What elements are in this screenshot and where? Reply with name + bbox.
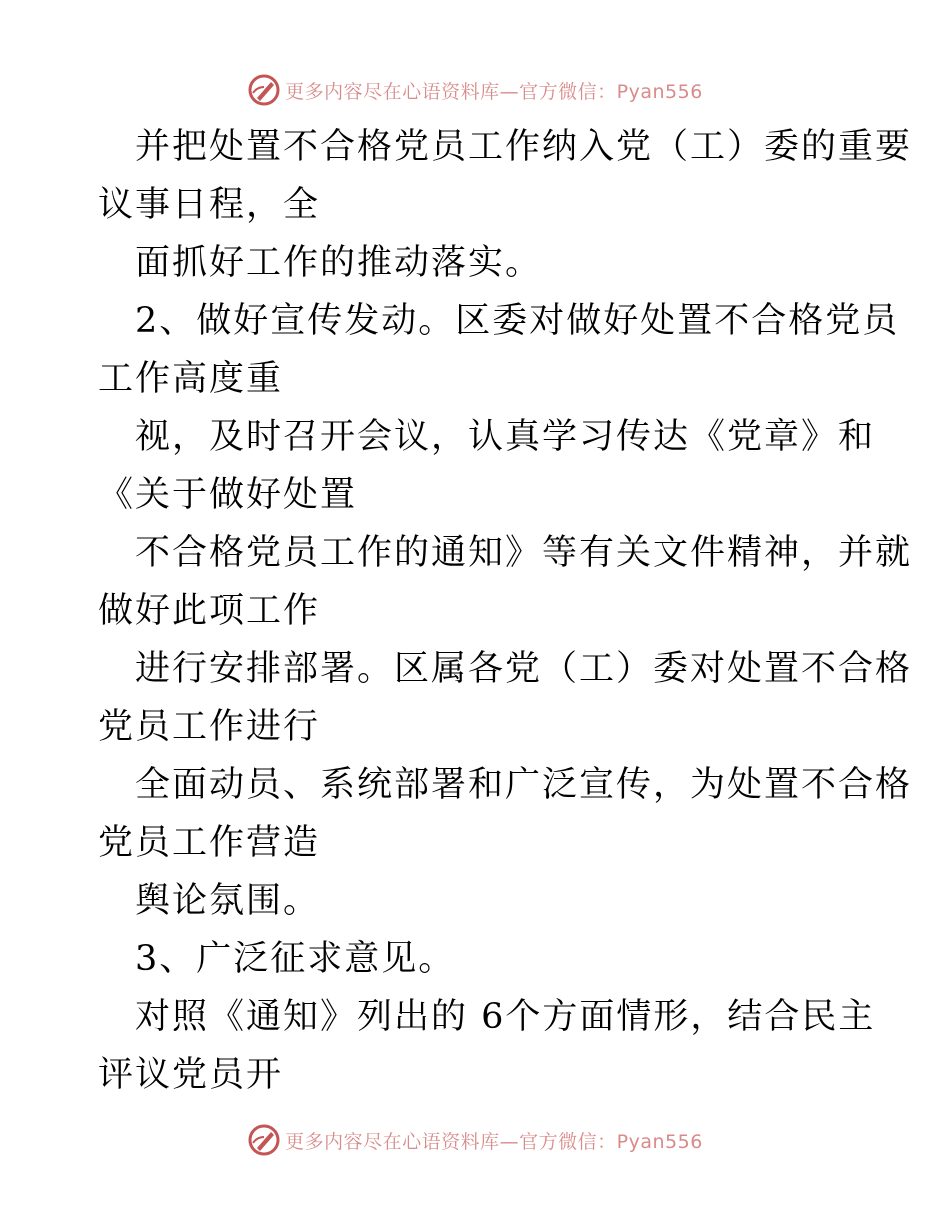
text-line: 做好此项工作: [98, 591, 321, 631]
document-body: [98, 118, 913, 1104]
text-line: 议事日程，全: [98, 185, 321, 225]
text-line: 评议党员开: [98, 1055, 284, 1095]
pen-logo-icon: [247, 73, 281, 107]
text-line: 3、广泛征求意见。: [135, 939, 456, 979]
text-line: 全面动员、系统部署和广泛宣传，为处置不合格: [135, 765, 913, 805]
text-line: 进行安排部署。区属各党（工）委对处置不合格: [135, 649, 913, 689]
text-line: 工作高度重: [98, 359, 284, 399]
text-line: 面抓好工作的推动落实。: [135, 243, 543, 283]
text-line: 党员工作进行: [98, 707, 321, 747]
text-line: 视，及时召开会议，认真学习传达《党章》和: [135, 417, 876, 457]
watermark-text: 更多内容尽在心语资料库—官方微信：Pyan556: [285, 80, 703, 103]
text-line: 舆论氛围。: [135, 881, 321, 921]
text-line: 2、做好宣传发动。区委对做好处置不合格党员: [135, 301, 900, 341]
text-line: 《关于做好处置: [98, 475, 358, 515]
watermark-text: 更多内容尽在心语资料库—官方微信：Pyan556: [285, 1130, 703, 1153]
watermark-header: [0, 70, 950, 110]
text-line: 党员工作营造: [98, 823, 321, 863]
text-line: 对照《通知》列出的 6个方面情形，结合民主: [135, 997, 876, 1037]
pen-logo-icon: [247, 1123, 281, 1157]
text-line: 并把处置不合格党员工作纳入党（工）委的重要: [135, 127, 913, 167]
text-line: 不合格党员工作的通知》等有关文件精神，并就: [135, 533, 913, 573]
watermark-footer: [0, 1120, 950, 1160]
